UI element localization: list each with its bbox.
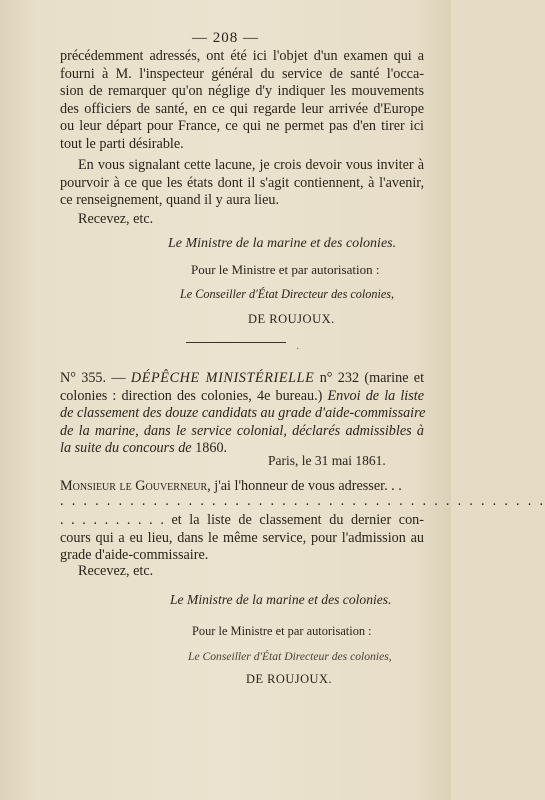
- signature-2-by-order: Pour le Ministre et par autorisation :: [192, 624, 372, 638]
- text-line: . . . . . . . . . . et la liste de classement du dernier con-: [60, 512, 424, 528]
- ellipsis-line: [60, 493, 545, 511]
- text-line: En vous signalant cette lacune, je crois devoir vous inviter à: [78, 157, 424, 173]
- dots: . . . . . . . . . . . . . . . . . . . . . . . . . . . . . . . . . . . . . . . . . .: [60, 493, 545, 509]
- paragraph-1: [60, 48, 424, 154]
- speck-mark: ·: [296, 344, 300, 355]
- heading-line-1: [60, 370, 424, 388]
- paragraph-2: [60, 157, 424, 210]
- closing-2: Recevez, etc.: [78, 563, 154, 579]
- signature-2-minister: Le Ministre de la marine et des colonies.: [170, 592, 392, 607]
- closing-1: Recevez, etc.: [78, 211, 154, 227]
- text-line: pourvoir à ce que les états dont il s'agit contiennent, à l'avenir,: [60, 174, 424, 191]
- text-line: ou leur départ pour France, ce qui ne permet pas d'en tirer ici: [60, 118, 424, 135]
- text-line: ce renseignement, quand il y aura lieu.: [60, 192, 280, 209]
- signature-1-minister: Le Ministre de la marine et des colonies.: [168, 236, 397, 251]
- signature-2-councillor: Le Conseiller d'État Directeur des colonies,: [188, 650, 392, 663]
- text-line: cours qui a eu lieu, dans le même service, pour l'admission au: [60, 529, 424, 546]
- section-divider: [186, 342, 286, 343]
- heading-line-3: de classement des douze candidats au grade d'aide-commissaire: [60, 405, 426, 422]
- dash: —: [111, 370, 126, 386]
- heading-subject-start: Envoi de la liste: [327, 387, 424, 404]
- salutation-title: Monsieur le Gouverneur,: [60, 478, 211, 494]
- heading-subject-end: la suite du concours de: [60, 440, 192, 457]
- text-line: précédemment adressés, ont été ici l'objet d'un examen qui a: [60, 48, 424, 64]
- signature-1-councillor: Le Conseiller d'État Directeur des colonies,: [180, 287, 395, 301]
- dispatch-heading: [60, 370, 424, 458]
- dateline: Paris, le 31 mai 1861.: [268, 453, 386, 468]
- heading-year: 1860.: [195, 440, 228, 457]
- heading-line-2: [60, 388, 424, 406]
- text-line: fourni à M. l'inspecteur général du service de santé l'occa-: [60, 65, 424, 82]
- signature-1-by-order: Pour le Ministre et par autorisation :: [191, 262, 380, 277]
- text-line: grade d'aide-commissaire.: [60, 547, 209, 564]
- heading-line-4: de la marine, dans le service colonial, déclarés admissibles à: [60, 422, 424, 439]
- dispatch-number: N° 355.: [60, 370, 107, 386]
- heading-rest: n° 232 (marine et: [319, 370, 425, 386]
- paragraph-3: [60, 512, 424, 565]
- text-line: des officiers de santé, en ce qui regarde leur arrivée d'Europe: [60, 100, 424, 117]
- signature-1-name: DE ROUJOUX.: [248, 312, 335, 326]
- salutation-text: j'ai l'honneur de vous adresser. . .: [214, 478, 402, 494]
- text-line: tout le parti désirable.: [60, 135, 184, 152]
- text-line: sion de remarquer qu'on néglige d'y indiquer les mouvements: [60, 83, 424, 100]
- page-number: — 208 —: [192, 30, 259, 46]
- heading-direction: colonies : direction des colonies, 4e bureau.): [60, 387, 323, 404]
- dispatch-title: DÉPÊCHE MINISTÉRIELLE: [130, 370, 315, 386]
- signature-2-name: DE ROUJOUX.: [246, 672, 333, 686]
